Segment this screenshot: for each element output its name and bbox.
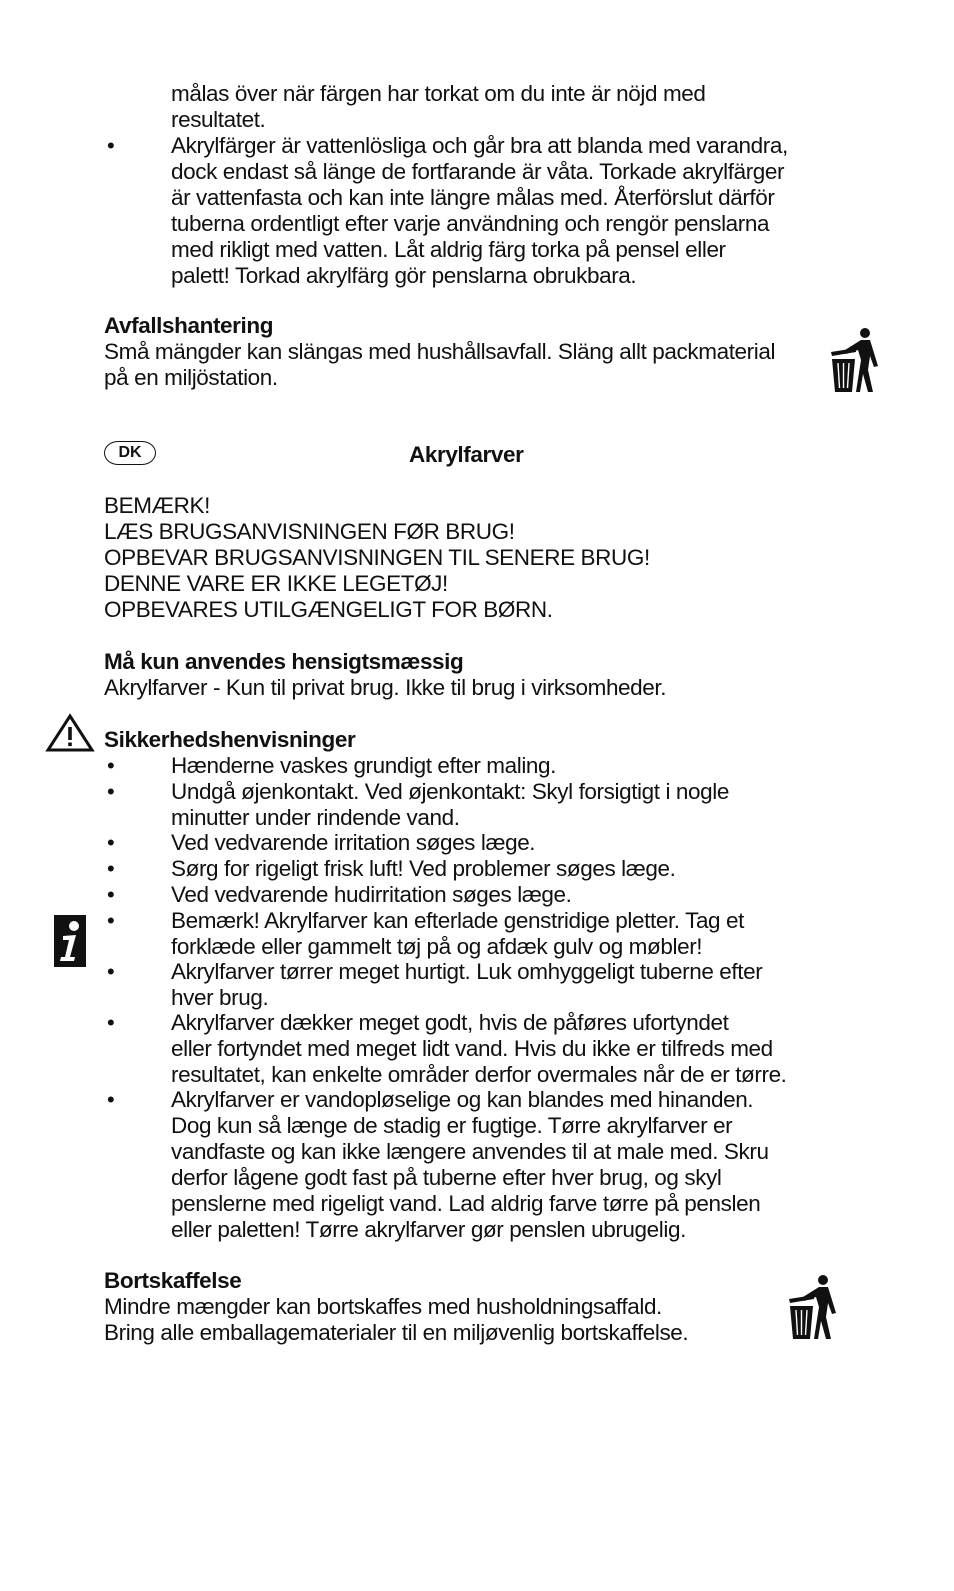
se-waste-line-2: på en miljöstation.: [104, 365, 278, 390]
dk-section-title: Akrylfarver: [409, 442, 524, 467]
dk-bullet-marker-3: •: [107, 830, 115, 855]
dk-safety-item-7: Akrylfarver tørrer meget hurtigt. Luk omhyggeligt tuberne efter hver brug.: [171, 959, 763, 1010]
dk-safety-item-1: Hænderne vaskes grundigt efter maling.: [171, 753, 557, 778]
dk-bullet-marker-9: •: [107, 1087, 115, 1112]
litter-bin-person-icon: [828, 326, 880, 394]
info-i-icon: [54, 915, 86, 967]
dk-bullet-marker-4: •: [107, 856, 115, 881]
dk-waste-heading: Bortskaffelse: [104, 1268, 242, 1293]
se-waste-heading: Avfallshantering: [104, 313, 274, 338]
warning-triangle-icon: [45, 713, 95, 753]
dk-use-heading: Må kun anvendes hensigtsmæssig: [104, 649, 464, 674]
dk-safety-heading: Sikkerhedshenvisninger: [104, 727, 356, 752]
dk-safety-item-8: Akrylfarver dækker meget godt, hvis de påføres ufortyndet eller fortyndet med meget lidt vand. Hvis du ikke er tilfreds med resultatet, kan enkelte områder derfor overmales når de er tørre.: [171, 1010, 787, 1087]
dk-notice-line-5: OPBEVARES UTILGÆNGELIGT FOR BØRN.: [104, 597, 553, 622]
dk-bullet-marker-2: •: [107, 779, 115, 804]
dk-use-text: Akrylfarver - Kun til privat brug. Ikke til brug i virksomheder.: [104, 675, 667, 700]
se-bullet-marker: •: [107, 133, 115, 158]
dk-safety-item-3: Ved vedvarende irritation søges læge.: [171, 830, 536, 855]
dk-safety-item-6: Bemærk! Akrylfarver kan efterlade genstridige pletter. Tag et forklæde eller gammelt tøj på og afdæk gulv og møbler!: [171, 908, 744, 959]
dk-safety-item-5: Ved vedvarende hudirritation søges læge.: [171, 882, 572, 907]
dk-safety-item-9: Akrylfarver er vandopløselige og kan blandes med hinanden. Dog kun så længe de stadig er fugtige. Tørre akrylfarver er vandfaste og kan ikke længere anvendes til at male med. Skru derfor lågene godt fast på tuberne efter hver brug, og skyl penslerne med rigeligt vand. Lad aldrig farve tørre på penslen eller paletten! Tørre akrylfarver gør penslen ubrugelig.: [171, 1087, 769, 1242]
language-badge-dk: DK: [104, 441, 156, 465]
dk-notice-line-2: LÆS BRUGSANVISNINGEN FØR BRUG!: [104, 519, 515, 544]
se-continuation-line-1: målas över när färgen har torkat om du inte är nöjd med: [171, 81, 706, 106]
litter-bin-person-icon: [786, 1273, 838, 1341]
se-bullet-text: Akrylfärger är vattenlösliga och går bra att blanda med varandra, dock endast så länge de fortfarande är våta. Torkade akrylfärger är vattenfasta och kan inte längre målas med. Återförslut därför tuberna ordentligt efter varje användning och rengör penslarna med rikligt med vatten. Låt aldrig färg torka på pensel eller palett! Torkad akrylfärg gör penslarna obrukbara.: [171, 133, 788, 288]
dk-notice-line-4: DENNE VARE ER IKKE LEGETØJ!: [104, 571, 448, 596]
dk-bullet-marker-7: •: [107, 959, 115, 984]
se-waste-line-1: Små mängder kan slängas med hushållsavfall. Släng allt packmaterial: [104, 339, 776, 364]
dk-bullet-marker-6: •: [107, 908, 115, 933]
dk-bullet-marker-5: •: [107, 882, 115, 907]
dk-notice-line-1: BEMÆRK!: [104, 493, 210, 518]
se-continuation-line-2: resultatet.: [171, 107, 266, 132]
dk-bullet-marker-8: •: [107, 1010, 115, 1035]
dk-safety-item-4: Sørg for rigeligt frisk luft! Ved problemer søges læge.: [171, 856, 676, 881]
dk-safety-item-2: Undgå øjenkontakt. Ved øjenkontakt: Skyl forsigtigt i nogle minutter under rindende vand.: [171, 779, 729, 830]
dk-bullet-marker-1: •: [107, 753, 115, 778]
dk-waste-line-2: Bring alle emballagematerialer til en miljøvenlig bortskaffelse.: [104, 1320, 689, 1345]
dk-waste-line-1: Mindre mængder kan bortskaffes med husholdningsaffald.: [104, 1294, 662, 1319]
dk-notice-line-3: OPBEVAR BRUGSANVISNINGEN TIL SENERE BRUG!: [104, 545, 650, 570]
